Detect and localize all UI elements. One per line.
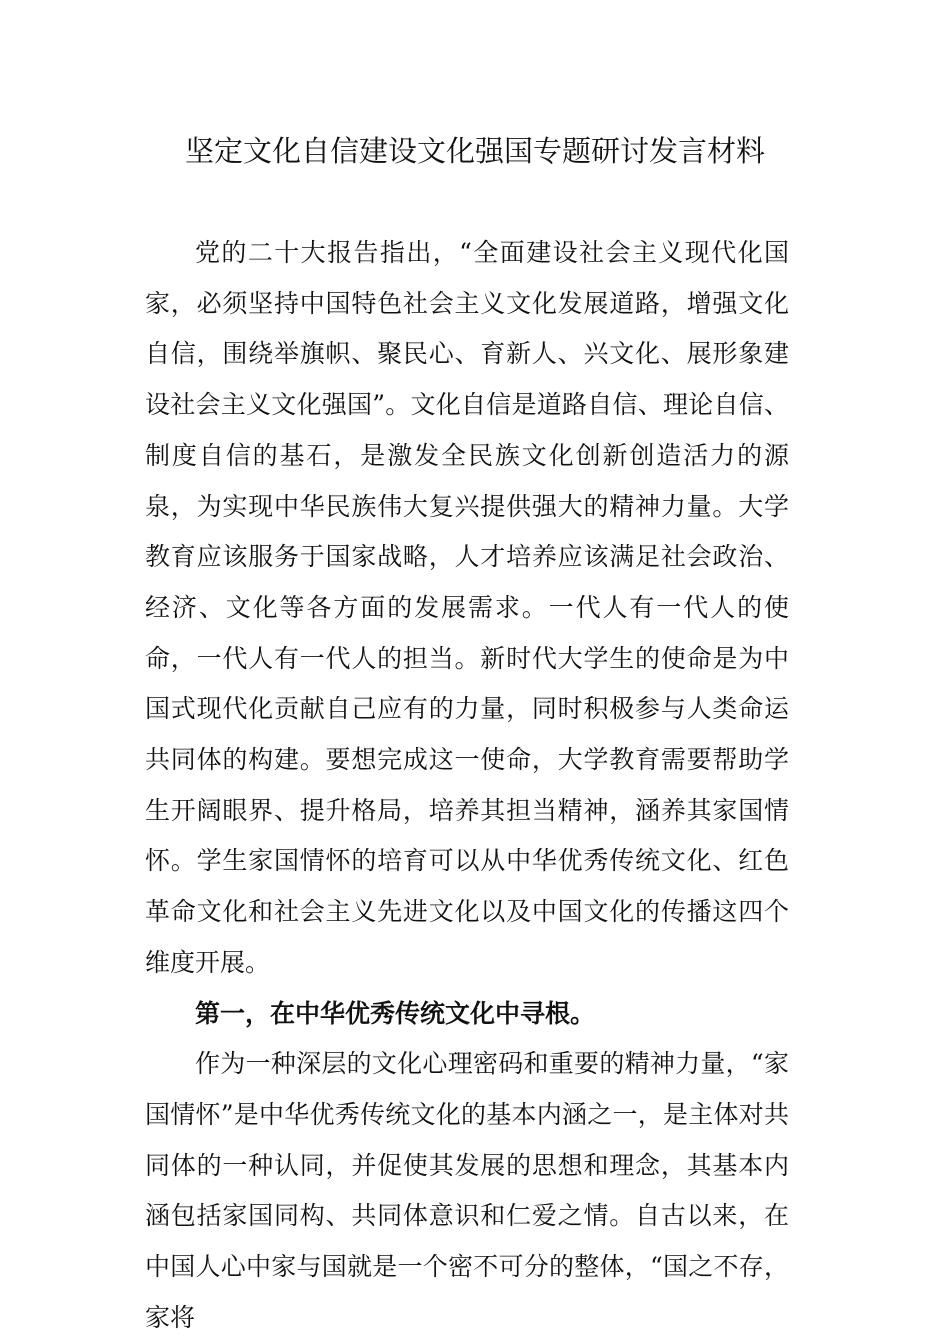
body-paragraph: 党的二十大报告指出，“全面建设社会主义现代化国家，必须坚持中国特色社会主义文化发展道路，增强文化自信，围绕举旗帜、聚民心、育新人、兴文化、展形象建设社会主义文化强国”。文化自信是道路自信、理论自信、制度自信的基石，是激发全民族文化创新创造活力的源泉，为实现中华民族伟大复兴提供强大的精神力量。大学教育应该服务于国家战略，人才培养应该满足社会政治、经济、文化等各方面的发展需求。一代人有一代人的使命，一代人有一代人的担当。新时代大学生的使命是为中国式现代化贡献自己应有的力量，同时积极参与人类命运共同体的构建。要想完成这一使命，大学教育需要帮助学生开阔眼界、提升格局，培养其担当精神，涵养其家国情怀。学生家国情怀的培育可以从中华优秀传统文化、红色革命文化和社会主义先进文化以及中国文化的传播这四个维度开展。 — [145, 238, 789, 977]
body-paragraph: 作为一种深层的文化心理密码和重要的精神力量，“家国情怀”是中华优秀传统文化的基本内涵之一，是主体对共同体的一种认同，并促使其发展的思想和理念，其基本内涵包括家国同构、共同体意识和仁爱之情。自古以来，在中国人心中家与国就是一个密不可分的整体，“国之不存，家将 — [145, 1049, 789, 1332]
document-body — [145, 228, 789, 1343]
section-heading: 第一，在中华优秀传统文化中寻根。 — [195, 998, 596, 1028]
document-title: 坚定文化自信建设文化强国专题研讨发言材料 — [184, 134, 765, 168]
